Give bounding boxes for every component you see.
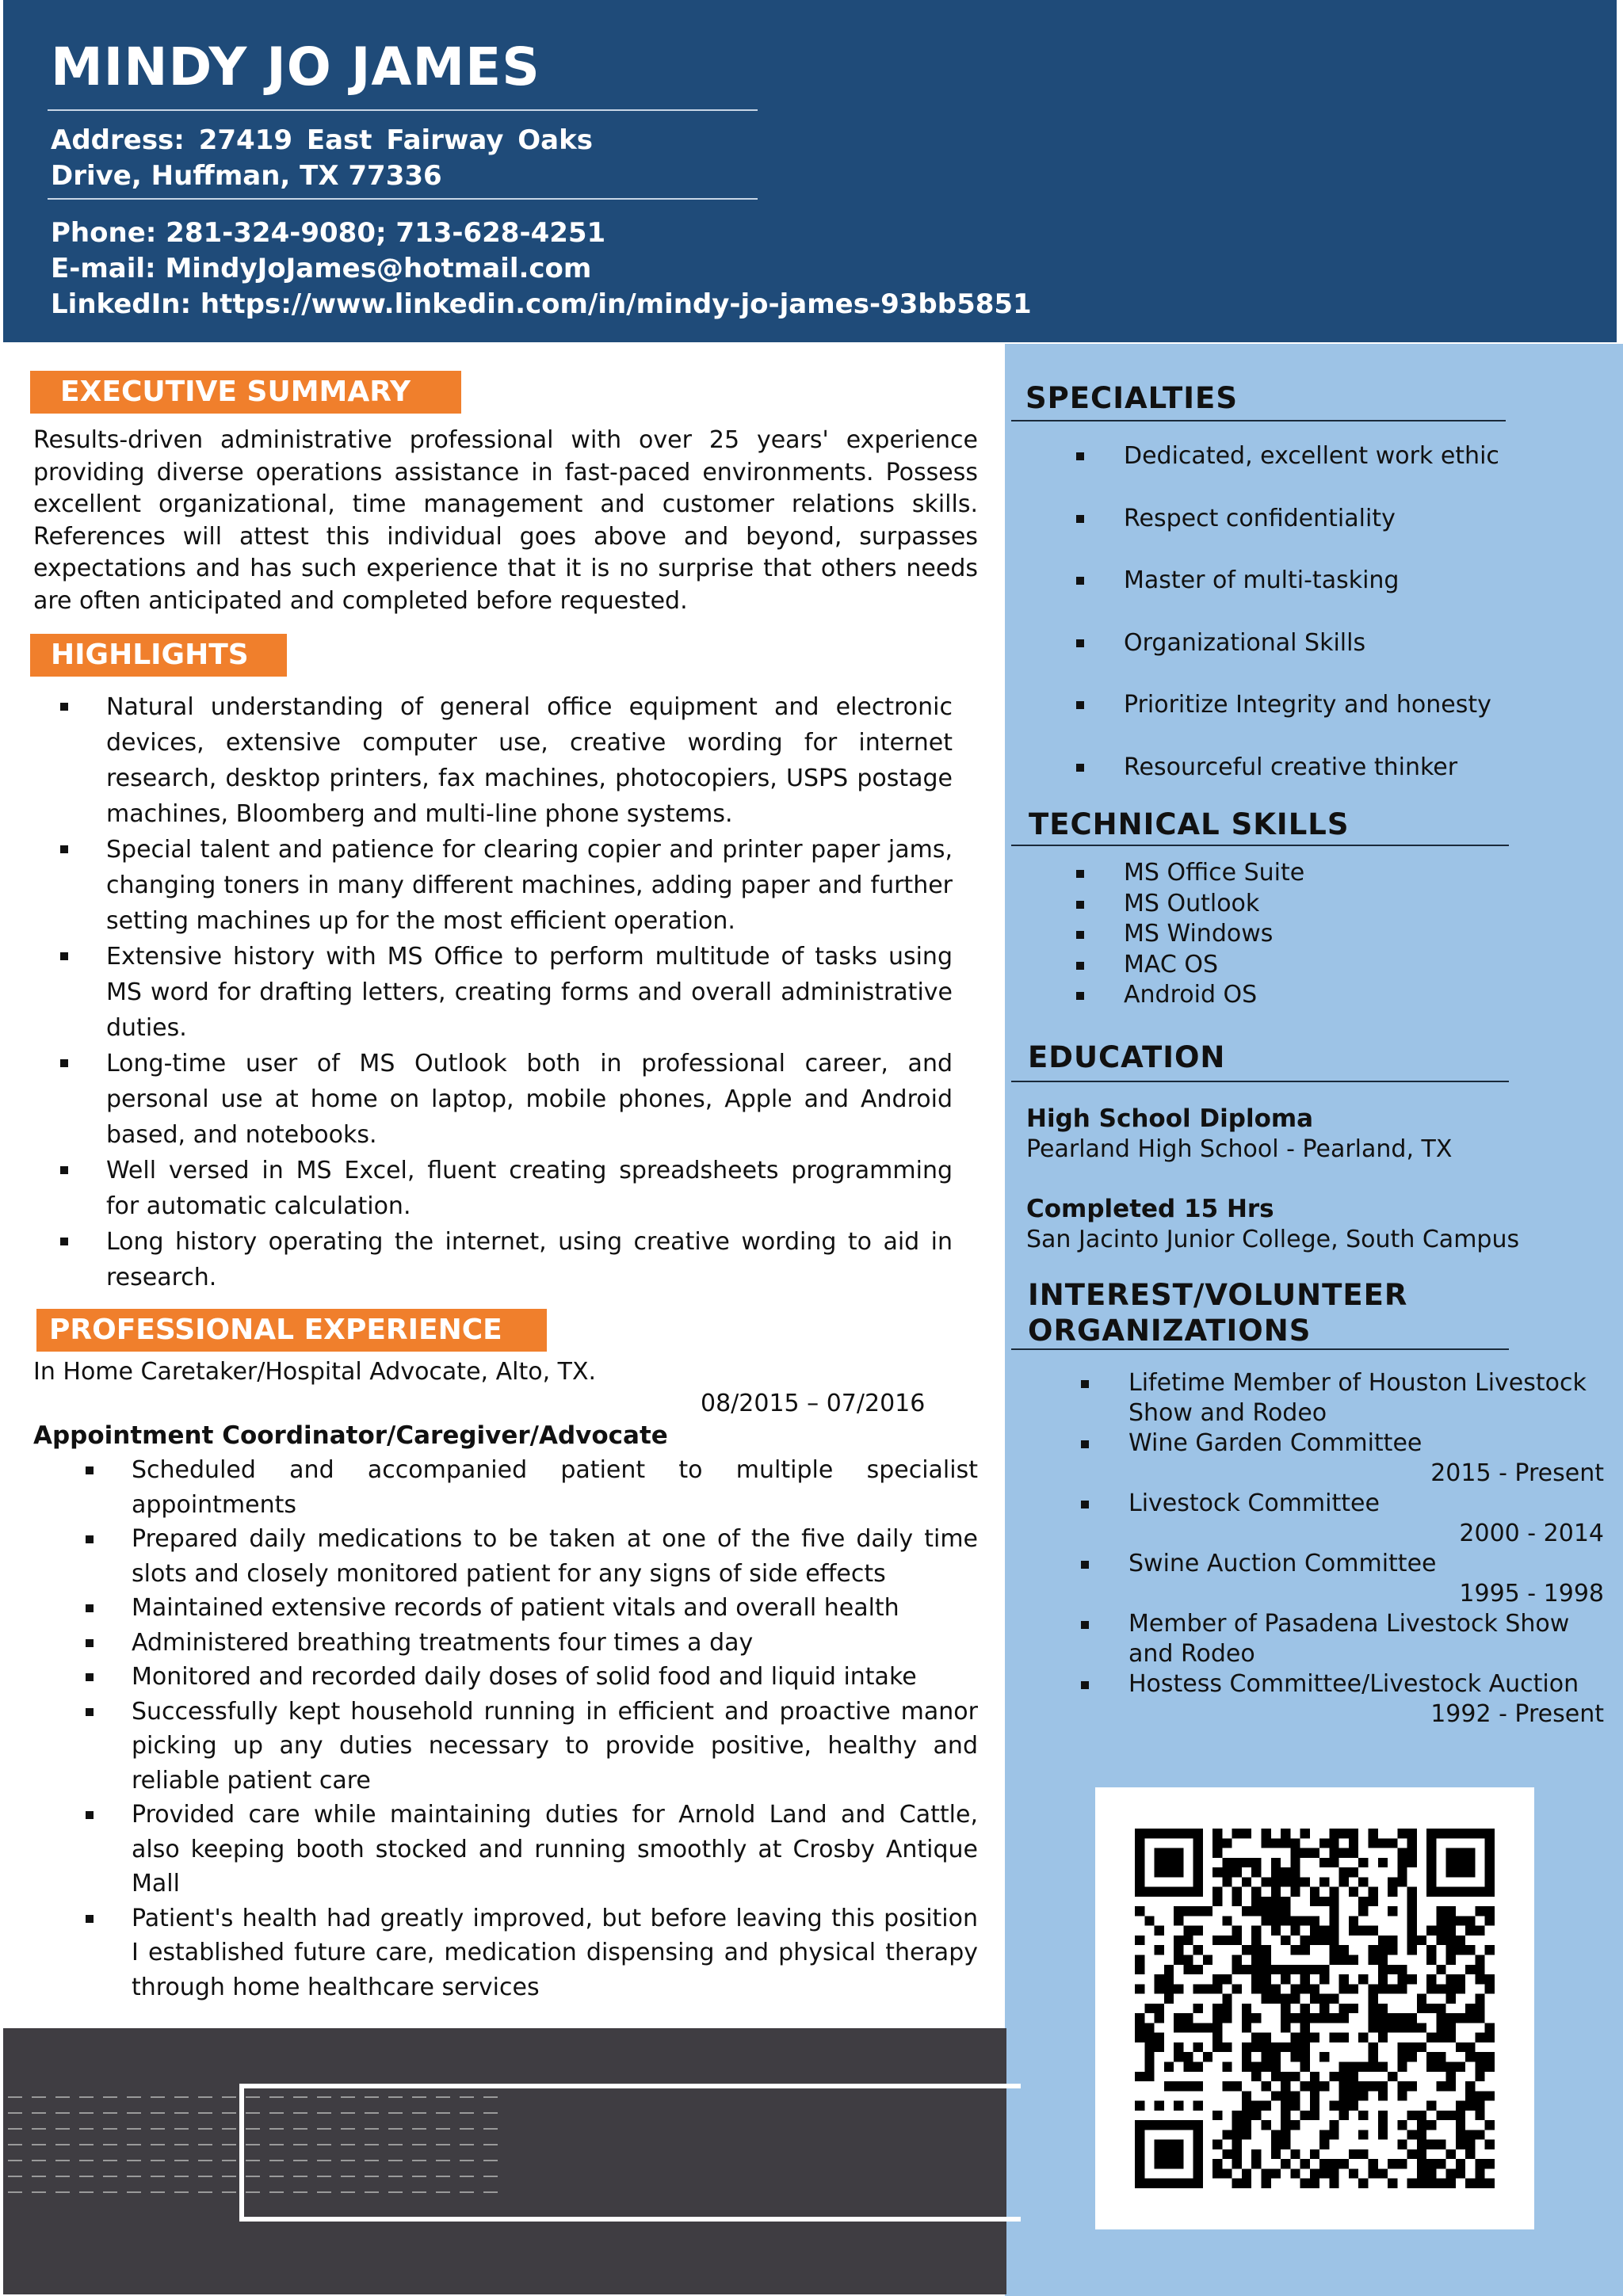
education-entry bbox=[1026, 1194, 1519, 1255]
footer-dash-line bbox=[8, 2096, 499, 2098]
list-item: Well versed in MS Excel, fluent creating spreadsheets programming for automatic calculation. bbox=[106, 1153, 953, 1224]
list-item: Android OS bbox=[1124, 980, 1568, 1011]
footer-band bbox=[3, 2028, 1006, 2294]
interest-years: 1992 - Present bbox=[1430, 1700, 1604, 1728]
experience-list bbox=[132, 1453, 978, 2004]
list-item bbox=[1128, 1428, 1604, 1489]
linkedin-line[interactable]: LinkedIn: https://www.linkedin.com/in/mindy-jo-james-93bb5851 bbox=[51, 288, 1032, 320]
experience-heading: PROFESSIONAL EXPERIENCE bbox=[36, 1309, 547, 1352]
list-item bbox=[1128, 1549, 1604, 1609]
interests-heading-line-1: INTEREST/VOLUNTEER bbox=[1028, 1278, 1408, 1312]
address-line-2: Drive, Huffman, TX 77336 bbox=[51, 160, 442, 192]
technical-skills-heading: TECHNICAL SKILLS bbox=[1029, 807, 1350, 841]
list-item: Long history operating the internet, using creative wording to aid in research. bbox=[106, 1224, 953, 1295]
list-item: MS Outlook bbox=[1124, 889, 1568, 920]
specialties-heading: SPECIALTIES bbox=[1025, 381, 1238, 415]
section-divider bbox=[1011, 1348, 1509, 1350]
address-line-1: Address: 27419 East Fairway Oaks bbox=[51, 124, 593, 156]
employer-line: In Home Caretaker/Hospital Advocate, Alto, TX. bbox=[33, 1358, 597, 1386]
list-item: Respect confidentiality bbox=[1124, 503, 1568, 535]
header-divider bbox=[48, 198, 758, 200]
interest-label: Lifetime Member of Houston Livestock Show and Rodeo bbox=[1128, 1369, 1587, 1427]
interests-heading bbox=[1028, 1277, 1407, 1348]
list-item bbox=[1128, 1489, 1604, 1549]
list-item bbox=[1128, 1669, 1604, 1730]
education-heading: EDUCATION bbox=[1028, 1040, 1226, 1074]
footer-dash-line bbox=[8, 2160, 499, 2161]
list-item: Resourceful creative thinker bbox=[1124, 752, 1568, 784]
interests-list bbox=[1128, 1368, 1604, 1730]
list-item: Organizational Skills bbox=[1124, 627, 1568, 659]
education-entry bbox=[1026, 1104, 1452, 1165]
footer-dash-line bbox=[8, 2144, 499, 2145]
degree-title: Completed 15 Hrs bbox=[1026, 1195, 1274, 1223]
interest-label: Member of Pasadena Livestock Show and Rodeo bbox=[1128, 1610, 1570, 1668]
footer-dash-line bbox=[8, 2176, 499, 2177]
school-name: Pearland High School - Pearland, TX bbox=[1026, 1135, 1453, 1163]
phone-line: Phone: 281-324-9080; 713-628-4251 bbox=[51, 217, 606, 249]
list-item: Special talent and patience for clearing copier and printer paper jams, changing toners in many different machines, adding paper and further setting machines up for the most efficient operation. bbox=[106, 832, 953, 939]
list-item: Successfully kept household running in efficient and proactive manor picking up any duties necessary to provide positive, healthy and reliable patient care bbox=[132, 1695, 978, 1798]
interest-label: Wine Garden Committee bbox=[1128, 1429, 1423, 1457]
list-item: Scheduled and accompanied patient to multiple specialist appointments bbox=[132, 1453, 978, 1522]
list-item: MS Office Suite bbox=[1124, 858, 1568, 889]
list-item: Prioritize Integrity and honesty bbox=[1124, 689, 1568, 721]
job-title: Appointment Coordinator/Caregiver/Advocate bbox=[33, 1421, 668, 1450]
interest-label: Swine Auction Committee bbox=[1128, 1550, 1437, 1577]
highlights-heading: HIGHLIGHTS bbox=[30, 634, 287, 677]
specialties-list bbox=[1124, 441, 1568, 784]
candidate-name: MINDY JO JAMES bbox=[51, 36, 540, 97]
list-item: Long-time user of MS Outlook both in professional career, and personal use at home on laptop, mobile phones, Apple and Android based, and notebooks. bbox=[106, 1046, 953, 1153]
section-divider bbox=[1011, 420, 1506, 421]
header-band bbox=[3, 0, 1617, 342]
list-item: Provided care while maintaining duties for Arnold Land and Cattle, also keeping booth stocked and running smoothly at Crosby Antique Mall bbox=[132, 1798, 978, 1901]
section-divider bbox=[1011, 845, 1509, 846]
interest-years: 2015 - Present bbox=[1430, 1459, 1604, 1487]
list-item: Master of multi-tasking bbox=[1124, 565, 1568, 597]
interest-years: 1995 - 1998 bbox=[1459, 1580, 1604, 1608]
list-item: Prepared daily medications to be taken at one of the five daily time slots and closely monitored patient for any signs of side effects bbox=[132, 1522, 978, 1591]
footer-frame bbox=[239, 2084, 1021, 2222]
list-item: Dedicated, excellent work ethic bbox=[1124, 441, 1568, 472]
interest-label: Livestock Committee bbox=[1128, 1489, 1380, 1517]
list-item: Extensive history with MS Office to perform multitude of tasks using MS word for drafting letters, creating forms and overall administrative duties. bbox=[106, 939, 953, 1046]
footer-dash-line bbox=[8, 2191, 499, 2193]
section-divider bbox=[1011, 1081, 1509, 1082]
technical-skills-list bbox=[1124, 858, 1568, 1011]
list-item: Maintained extensive records of patient vitals and overall health bbox=[132, 1591, 978, 1626]
list-item: Patient's health had greatly improved, but before leaving this position I established future care, medication dispensing and physical therapy through home healthcare services bbox=[132, 1901, 978, 2005]
school-name: San Jacinto Junior College, South Campus bbox=[1026, 1226, 1520, 1253]
interest-years: 2000 - 2014 bbox=[1459, 1520, 1604, 1547]
footer-dash-line bbox=[8, 2128, 499, 2130]
list-item: Monitored and recorded daily doses of solid food and liquid intake bbox=[132, 1660, 978, 1695]
list-item bbox=[1128, 1609, 1604, 1669]
header-divider bbox=[48, 109, 758, 111]
email-line[interactable]: E-mail: MindyJoJames@hotmail.com bbox=[51, 253, 592, 284]
executive-summary-heading: EXECUTIVE SUMMARY bbox=[30, 371, 461, 414]
degree-title: High School Diploma bbox=[1026, 1104, 1314, 1133]
list-item: MS Windows bbox=[1124, 919, 1568, 950]
qr-code-icon bbox=[1135, 1829, 1495, 2188]
list-item bbox=[1128, 1368, 1604, 1428]
employment-dates: 08/2015 – 07/2016 bbox=[701, 1390, 926, 1417]
qr-code-box bbox=[1095, 1787, 1534, 2229]
executive-summary-text: Results-driven administrative professional with over 25 years' experience providing diverse operations assistance in fast-paced environments. Possess excellent organizational, time management and customer relations skills. References will attest this individual goes above and beyond, surpasses expectations and has such experience that it is no surprise that others needs are often anticipated and completed before requested. bbox=[33, 426, 978, 615]
highlights-list bbox=[106, 689, 953, 1295]
interest-label: Hostess Committee/Livestock Auction bbox=[1128, 1670, 1579, 1698]
footer-dash-line bbox=[8, 2112, 499, 2114]
list-item: MAC OS bbox=[1124, 950, 1568, 981]
interests-heading-line-2: ORGANIZATIONS bbox=[1028, 1314, 1312, 1348]
list-item: Administered breathing treatments four times a day bbox=[132, 1626, 978, 1661]
list-item: Natural understanding of general office equipment and electronic devices, extensive computer use, creative wording for internet research, desktop printers, fax machines, photocopiers, USPS postage machines, Bloomberg and multi-line phone systems. bbox=[106, 689, 953, 832]
